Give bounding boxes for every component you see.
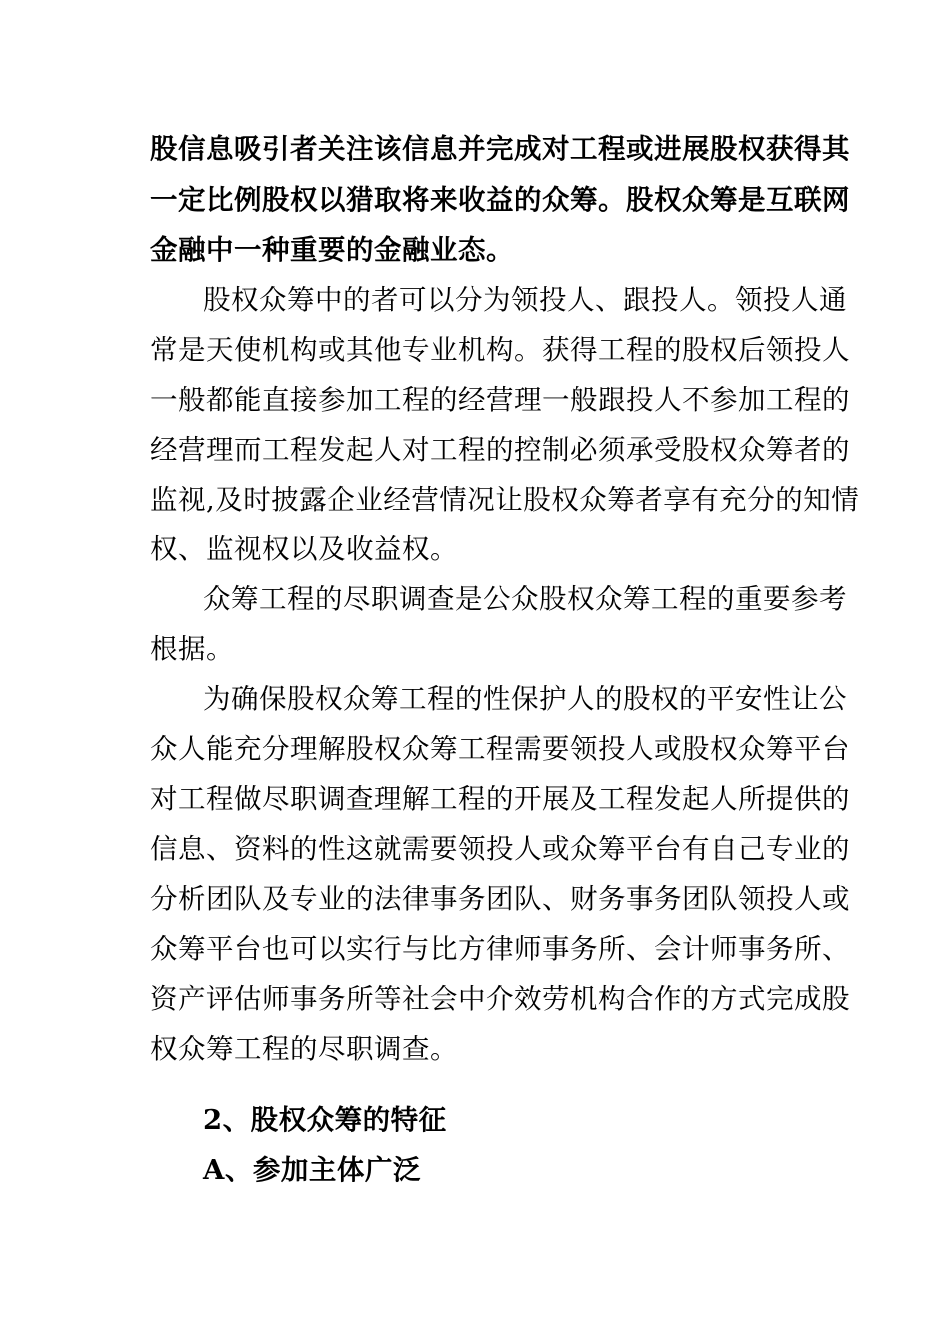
body-line: 常是天使机构或其他专业机构。获得工程的股权后领投人 [150,334,850,366]
body-line: 分析团队及专业的法律事务团队、财务事务团队领投人或 [150,883,850,915]
body-line: 权、监视权以及收益权。 [150,533,458,565]
body-line: 股权众筹中的者可以分为领投人、跟投人。领投人通 [203,284,847,316]
body-line: 股信息吸引者关注该信息并完成对工程或进展股权获得其 [150,133,850,165]
body-line: 信息、资料的性这就需要领投人或众筹平台有自己专业的 [150,833,850,865]
body-line: 众筹工程的尽职调查是公众股权众筹工程的重要参考 [203,583,847,615]
body-line: 资产评估师事务所等社会中介效劳机构合作的方式完成股 [150,983,850,1015]
section-heading: 2、股权众筹的特征 [203,1104,447,1136]
body-line: 一定比例股权以猎取将来收益的众筹。股权众筹是互联网 [150,184,850,216]
body-line: 权众筹工程的尽职调查。 [150,1033,458,1065]
body-line: 金融中一种重要的金融业态。 [150,234,514,266]
body-line: 为确保股权众筹工程的性保护人的股权的平安性让公 [203,683,847,715]
body-line: 一般都能直接参加工程的经营理一般跟投人不参加工程的 [150,384,850,416]
body-line: 众筹平台也可以实行与比方律师事务所、会计师事务所、 [150,933,850,965]
subsection-heading: A、参加主体广泛 [203,1154,421,1186]
body-line: 众人能充分理解股权众筹工程需要领投人或股权众筹平台 [150,733,850,765]
body-line: 经营理而工程发起人对工程的控制必须承受股权众筹者的 [150,434,850,466]
body-line: 监视,及时披露企业经营情况让股权众筹者享有充分的知情 [150,484,860,516]
body-line: 根据。 [150,633,234,665]
body-line: 对工程做尽职调查理解工程的开展及工程发起人所提供的 [150,783,850,815]
